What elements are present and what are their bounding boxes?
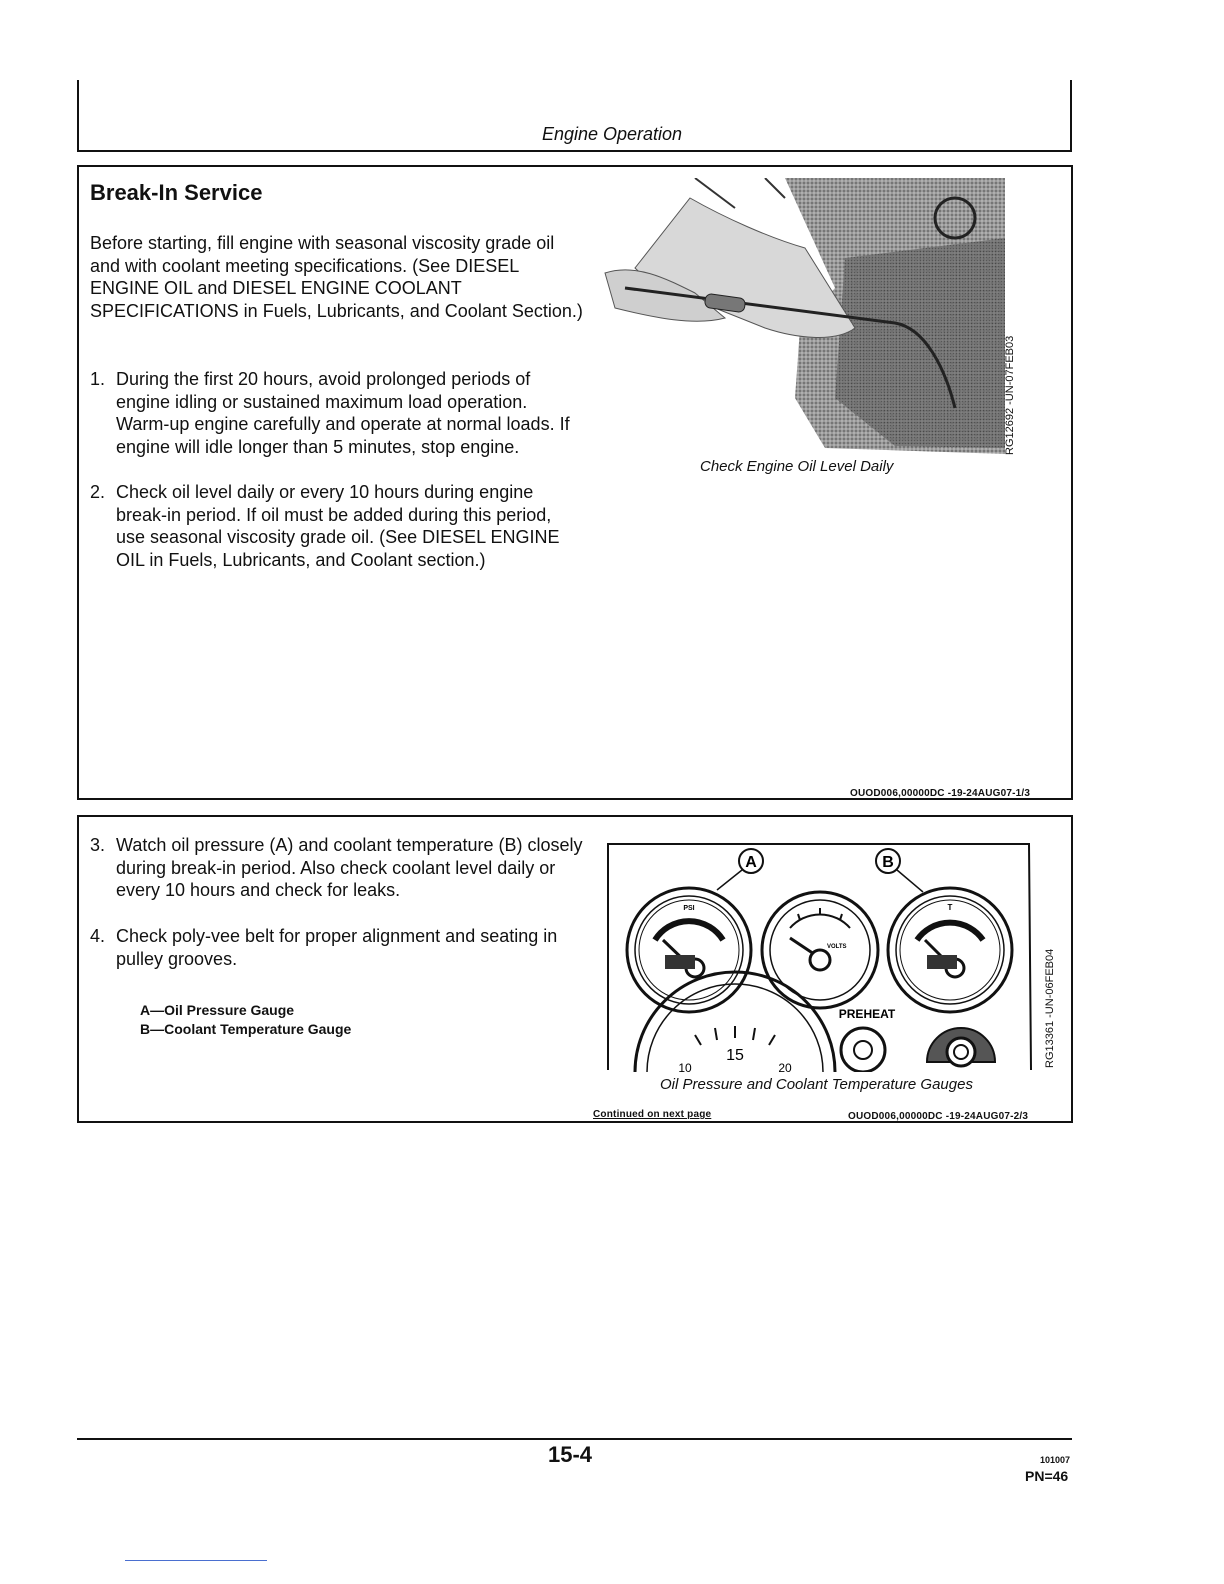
list-item-number: 3. (90, 835, 106, 855)
footer-rule (77, 1438, 1072, 1440)
legend-item-b: B—Coolant Temperature Gauge (140, 1021, 352, 1037)
list-item (90, 834, 585, 902)
list-item-text: During the first 20 hours, avoid prolonged periods of engine idling or sustained maximum load operation. Warm-up engine carefully and operate at normal loads. If engine will idle longer than 5 minutes, stop engine. (116, 369, 570, 457)
decorative-rule (125, 1560, 267, 1561)
voltmeter-gauge (762, 892, 878, 1008)
list-item-number: 1. (90, 369, 106, 389)
preheat-label: PREHEAT (838, 1007, 896, 1021)
page-header-title: Engine Operation (541, 124, 683, 144)
list-item (90, 368, 585, 458)
doc-code: OUOD006,00000DC -19-24AUG07-1/3 (850, 788, 1031, 799)
callout-a-label: A (745, 854, 757, 871)
hourmeter (927, 1028, 995, 1066)
doc-code: OUOD006,00000DC -19-24AUG07-2/3 (848, 1111, 1029, 1122)
intro-paragraph: Before starting, fill engine with seasonal viscosity grade oil and with coolant meeting specifications. (See DIESEL ENGINE OIL and DIESEL ENGINE COOLANT SPECIFICATIONS in Fuels, Lubricants, and Coolant Section.) (90, 233, 583, 321)
gauges-illustration (605, 840, 1035, 1072)
pn-code: PN=46 (1025, 1468, 1069, 1484)
legend (140, 1001, 351, 1039)
date-code: 101007 (1040, 1455, 1071, 1465)
oil-pressure-gauge (627, 888, 751, 1012)
volts-label: VOLTS (827, 944, 847, 950)
tach-10-label: 10 (678, 1061, 692, 1072)
list-item (90, 925, 585, 970)
coolant-temperature-gauge (888, 888, 1012, 1012)
page-number: 15-4 (548, 1442, 593, 1467)
list-item-number: 2. (90, 482, 106, 502)
list-item-number: 4. (90, 926, 106, 946)
list-item-text: Check oil level daily or every 10 hours during engine break-in period. If oil must be added during this period, use seasonal viscosity grade oil. (See DIESEL ENGINE OIL in Fuels, Lubricants, and Coolant section.) (116, 482, 560, 570)
tach-20-label: 20 (778, 1061, 792, 1072)
oil-dipstick-photo (595, 178, 1005, 456)
figure-id: RG12692 -UN-07FEB03 (1004, 335, 1016, 455)
legend-item-a: A—Oil Pressure Gauge (140, 1002, 295, 1018)
figure-caption: Check Engine Oil Level Daily (700, 458, 894, 475)
psi-label: PSI (683, 905, 695, 912)
list-item-text: Check poly-vee belt for proper alignment and seating in pulley grooves. (116, 926, 558, 969)
figure-caption: Oil Pressure and Coolant Temperature Gauges (660, 1076, 973, 1093)
temp-label: T (947, 903, 953, 912)
list-item-text: Watch oil pressure (A) and coolant temperature (B) closely during break-in period. Also check coolant level daily or every 10 hours and check for leaks. (116, 835, 583, 900)
continued-note: Continued on next page (593, 1109, 712, 1120)
section-title: Break-In Service (90, 180, 263, 205)
list-item (90, 481, 585, 571)
figure-id: RG13361 -UN-06FEB04 (1044, 948, 1056, 1068)
callout-b-label: B (882, 854, 894, 871)
tach-15-label: 15 (726, 1047, 744, 1064)
